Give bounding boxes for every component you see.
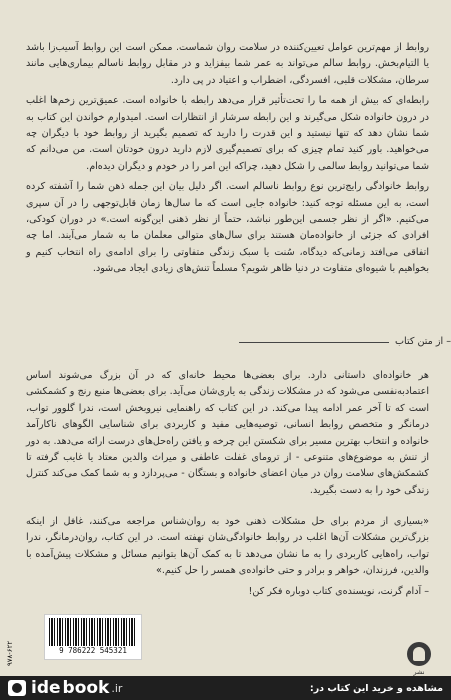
isbn-vertical-label: ۹۷۸-۶۲۲ (6, 640, 14, 666)
barcode (30, 612, 160, 672)
source-attribution (26, 335, 451, 349)
middle-paragraph: هر خانواده‌ای داستانی دارد. برای بعضی‌ها محیط خانه‌ای که در آن بزرگ می‌شوند اساس اعتمادبه‌نفسی می‌شود که در مشکلات زندگی به یاری‌شان می‌آید. برای بعضی‌ها منبع رنج و کشمکشی است که تا آخر عمر ادامه پیدا می‌کند. در این کتاب که راهنمایی نیرو‌بخش است، ندرا گلوور تواب، درمانگر و متخصص روابط انسانی، توصیه‌هایی مفید و کاربردی برای شناسایی الگوهای ناکارآمد خانواده و انتخاب بهترین مسیر برای شکستن این چرخه و یافتن راه‌حل‌های درست ارائه می‌دهد. به دور از تنش به موضوع‌های متنوعی - از ترومای غفلت عاطفی و میراث والدین معتاد یا غایب گرفته تا کشمکش‌های سلامت روان در میان اعضای خانواده و بستگان - می‌پردازد و به شما کمک می‌کند کنترل زندگی خود را به دست بگیرید. (26, 370, 429, 496)
idebook-logo-link[interactable] (8, 676, 122, 700)
barcode-bars-icon (49, 618, 137, 646)
barcode-box (44, 614, 142, 660)
quote-paragraph: «بسیاری از مردم برای حل مشکلات ذهنی خود به روان‌شناس مراجعه می‌کنند، غافل از اینکه بزرگ‌ترین مشکلات آن‌ها اغلب در روابط خانوادگی‌شان نهفته است. در این کتاب، روان‌درمانگر، ندرا تواب، راه‌هایی کاربردی را به ما نشان می‌دهد تا به کمک آن‌ها بتوانیم مسائل و مشکلات پیش‌آمده با والدین، فرزندان، خواهر و برادر و حتی خانواده‌ی همسر را حل کنیم.» (26, 516, 429, 577)
publisher-logo-label: نشر (413, 668, 425, 676)
logo-suffix: .ir (111, 681, 123, 695)
logo-book-text: book (62, 678, 110, 698)
idebook-logo-icon (8, 680, 26, 696)
source-divider (239, 342, 389, 343)
intro-paragraph-1: روابط از مهم‌ترین عوامل تعیین‌کننده در سلامت روان شماست. ممکن است این روابط آسیب‌زا باشد یا التیام‌بخش. روابط سالم می‌تواند به عمر شما بیفزاید و در مقابل روابط ناسالم بیماری‌هایی مانند سرطان، مشکلات قلبی، افسردگی، اضطراب و اعتیاد در پی دارد. (26, 42, 429, 86)
middle-text (26, 368, 429, 503)
quote-attribution: – آدام گرنت، نویسنده‌ی کتاب دوباره فکر کن! (248, 585, 429, 597)
intro-paragraph-3: روابط خانوادگی رایج‌ترین نوع روابط ناسالم است. اگر دلیل بیان این جمله ذهن شما را آشفته کرده است، به این مسئله توجه کنید: خانواده جایی است که ما سال‌ها زمان قابل‌توجهی را در آن سپری می‌کنیم. «اگر از نظر جسمی این‌طور نباشد، حتماً از نظر ذهنی این‌گونه است.» در دوران کودکی، افرادی که جزئی از خانواده‌مان هستند برای سال‌های متوالی معلمان ما به شمار می‌آیند. اما چه اتفاقی می‌افتد زمانی‌که دیدگاه، سُنت یا سبک زندگی متفاوتی را برای ادامه‌ی راه انتخاب کنیم و بخواهیم با شیوه‌ای متفاوت در دنیا ظاهر شویم؟ مسلماً تنش‌های زیادی ایجاد می‌شود. (26, 181, 429, 275)
quote-text (26, 514, 429, 604)
publisher-logo-icon (407, 642, 431, 666)
barcode-number: 9 786222 545321 (59, 646, 127, 655)
intro-paragraph-2: رابطه‌ای که بیش از همه ما را تحت‌تأثیر قرار می‌دهد رابطه با خانواده است. عمیق‌ترین زخم‌ها اغلب در درون خانواده شکل می‌گیرند و این رابطه سرشار از انتظارات است. امیدوارم خواندن این کتاب به شما نشان دهد که تنها نیستید و این قدرت را دارید که تصمیم بگیرید از روابط خود با دیگران چه می‌خواهید. باور کنید تمام چیزی که برای تصمیم‌گیری لازم دارید درون خودتان است. من می‌دانم که شما می‌توانید روابط سالمی را شکل دهید، چراکه این امر را در خودم و دیگران دیده‌ام. (26, 95, 429, 172)
intro-text (26, 40, 429, 282)
footer-promo-text: مشاهده و خرید این کتاب در: (309, 682, 443, 694)
logo-ide-text: ide (31, 678, 61, 698)
source-label: – از متن کتاب (395, 336, 451, 347)
